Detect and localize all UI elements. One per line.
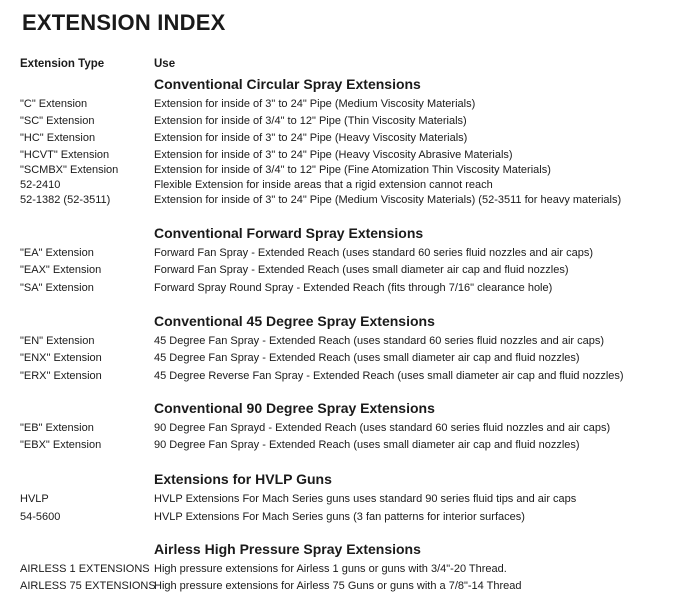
table-row (0, 509, 676, 525)
section-title: Conventional Circular Spray Extensions (154, 76, 421, 92)
extension-type: "SA" Extension (20, 282, 94, 294)
extension-use: Extension for inside of 3" to 24" Pipe (Heavy Viscosity Abrasive Materials) (154, 149, 513, 161)
table-row (0, 113, 676, 129)
table-row (0, 491, 676, 507)
table-row (0, 578, 676, 594)
section-title: Conventional 45 Degree Spray Extensions (154, 313, 435, 329)
table-row (0, 96, 676, 112)
extension-type: "EN" Extension (20, 335, 95, 347)
section-title: Airless High Pressure Spray Extensions (154, 541, 421, 557)
table-row (0, 333, 676, 349)
extension-type: 52-2410 (20, 179, 61, 191)
extension-use: Forward Fan Spray - Extended Reach (uses standard 60 series fluid nozzles and air caps) (154, 247, 593, 259)
extension-type: "EB" Extension (20, 422, 94, 434)
extension-use: Forward Fan Spray - Extended Reach (uses small diameter air cap and fluid nozzles) (154, 264, 569, 276)
extension-use: Extension for inside of 3/4" to 12" Pipe (Thin Viscosity Materials) (154, 115, 467, 127)
extension-type: 52-1382 (52-3511) (20, 194, 111, 206)
extension-use: 45 Degree Fan Spray - Extended Reach (uses small diameter air cap and fluid nozzles) (154, 352, 580, 364)
extension-type: "ERX" Extension (20, 370, 102, 382)
table-row (0, 147, 676, 163)
extension-type: AIRLESS 75 EXTENSIONS (20, 580, 156, 592)
extension-type: "EBX" Extension (20, 439, 102, 451)
column-header-extension-type: Extension Type (20, 58, 105, 70)
table-row (0, 192, 676, 208)
table-row (0, 368, 676, 384)
extension-use: HVLP Extensions For Mach Series guns uses standard 90 series fluid tips and air caps (154, 493, 577, 505)
extension-use: High pressure extensions for Airless 1 guns or guns with 3/4"-20 Thread. (154, 563, 507, 575)
extension-use: Flexible Extension for inside areas that a rigid extension cannot reach (154, 179, 493, 191)
table-row (0, 437, 676, 453)
section-title: Extensions for HVLP Guns (154, 471, 332, 487)
section-title: Conventional Forward Spray Extensions (154, 225, 424, 241)
extension-type: "EA" Extension (20, 247, 94, 259)
extension-type: "C" Extension (20, 98, 88, 110)
column-header-use: Use (154, 58, 176, 70)
extension-type: "ENX" Extension (20, 352, 102, 364)
extension-type: "EAX" Extension (20, 264, 102, 276)
table-row (0, 177, 676, 193)
extension-use: 90 Degree Fan Spray - Extended Reach (uses small diameter air cap and fluid nozzles) (154, 439, 580, 451)
extension-type: AIRLESS 1 EXTENSIONS (20, 563, 150, 575)
extension-use: Extension for inside of 3/4" to 12" Pipe (Fine Atomization Thin Viscosity Materials) (154, 164, 551, 176)
page-title: EXTENSION INDEX (22, 10, 226, 35)
section-title: Conventional 90 Degree Spray Extensions (154, 400, 435, 416)
extension-type: "HCVT" Extension (20, 149, 110, 161)
extension-type: HVLP (20, 493, 49, 505)
extension-use: 90 Degree Fan Sprayd - Extended Reach (uses standard 60 series fluid nozzles and air caps) (154, 422, 611, 434)
table-row (0, 350, 676, 366)
table-row (0, 561, 676, 577)
table-row (0, 130, 676, 146)
extension-type: "SCMBX" Extension (20, 164, 119, 176)
extension-use: Extension for inside of 3" to 24" Pipe (Medium Viscosity Materials) (52-3511 for heavy materials) (154, 194, 622, 206)
extension-type: "SC" Extension (20, 115, 95, 127)
table-row (0, 162, 676, 178)
extension-use: Forward Spray Round Spray - Extended Reach (fits through 7/16" clearance hole) (154, 282, 553, 294)
extension-use: HVLP Extensions For Mach Series guns (3 fan patterns for interior surfaces) (154, 511, 525, 523)
table-row (0, 280, 676, 296)
table-row (0, 262, 676, 278)
extension-use: Extension for inside of 3" to 24" Pipe (Medium Viscosity Materials) (154, 98, 476, 110)
extension-use: 45 Degree Reverse Fan Spray - Extended Reach (uses small diameter air cap and fluid nozzles) (154, 370, 624, 382)
extension-use: High pressure extensions for Airless 75 Guns or guns with a 7/8"-14 Thread (154, 580, 522, 592)
table-row (0, 245, 676, 261)
extension-use: 45 Degree Fan Spray - Extended Reach (uses standard 60 series fluid nozzles and air caps) (154, 335, 605, 347)
extension-type: 54-5600 (20, 511, 61, 523)
extension-type: "HC" Extension (20, 132, 96, 144)
extension-use: Extension for inside of 3" to 24" Pipe (Heavy Viscosity Materials) (154, 132, 468, 144)
table-row (0, 420, 676, 436)
